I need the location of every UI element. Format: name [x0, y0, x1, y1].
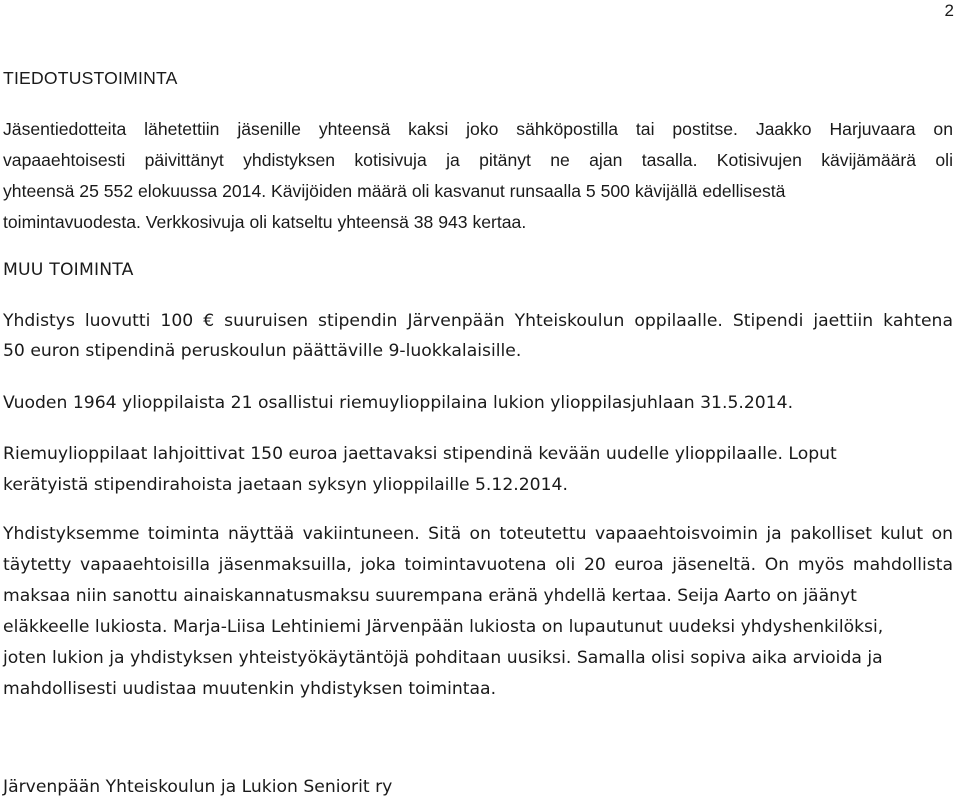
- page-number: 2: [944, 1, 954, 20]
- paragraph-line: vapaaehtoisesti päivittänyt yhdistyksen kotisivuja ja pitänyt ne ajan tasalla. Kotisivujen kävijämäärä oli: [3, 150, 953, 170]
- paragraph-line: täytetty vapaaehtoisilla jäsenmaksuilla, joka toimintavuotena oli 20 euroa jäseneltä. On myös mahdollista: [3, 555, 953, 575]
- paragraph-line: joten lukion ja yhdistyksen yhteistyökäytäntöjä pohditaan uusiksi. Samalla olisi sopiva aika arvioida ja: [3, 648, 883, 668]
- section-heading-muu-toiminta: MUU TOIMINTA: [3, 260, 134, 280]
- section-heading-tiedotustoiminta: TIEDOTUSTOIMINTA: [3, 68, 178, 88]
- paragraph-line: maksaa niin sanottu ainaiskannatusmaksu suurempana eränä yhdellä kertaa. Seija Aarto on jäänyt: [3, 586, 857, 606]
- organization-signature: Järvenpään Yhteiskoulun ja Lukion Seniorit ry: [3, 777, 393, 797]
- paragraph-line: 50 euron stipendinä peruskoulun päättäville 9-luokkalaisille.: [3, 341, 522, 361]
- paragraph-line: mahdollisesti uudistaa muutenkin yhdistyksen toimintaa.: [3, 679, 497, 699]
- paragraph-line: Yhdistys luovutti 100 € suuruisen stipendin Järvenpään Yhteiskoulun oppilaalle. Stipendi jaettiin kahtena: [3, 311, 953, 331]
- paragraph-line: yhteensä 25 552 elokuussa 2014. Kävijöiden määrä oli kasvanut runsaalla 5 500 kävijällä edellisestä: [3, 181, 786, 201]
- paragraph-line: Vuoden 1964 ylioppilaista 21 osallistui riemuylioppilaina lukion ylioppilasjuhlaan 31.5.2014.: [3, 393, 794, 413]
- paragraph-line: Riemuylioppilaat lahjoittivat 150 euroa jaettavaksi stipendinä kevään uudelle ylioppilaalle. Loput: [3, 444, 837, 464]
- paragraph-line: kerätyistä stipendirahoista jaetaan syksyn ylioppilaille 5.12.2014.: [3, 475, 568, 495]
- paragraph-line: Yhdistyksemme toiminta näyttää vakiintuneen. Sitä on toteutettu vapaaehtoisvoimin ja pakolliset kulut on: [3, 524, 953, 544]
- paragraph-line: eläkkeelle lukiosta. Marja-Liisa Lehtiniemi Järvenpään lukiosta on lupautunut uudeksi yhdyshenkilöksi,: [3, 617, 884, 637]
- paragraph-line: Jäsentiedotteita lähetettiin jäsenille yhteensä kaksi joko sähköpostilla tai postitse. Jaakko Harjuvaara on: [3, 119, 953, 139]
- paragraph-line: toimintavuodesta. Verkkosivuja oli katseltu yhteensä 38 943 kertaa.: [3, 212, 527, 232]
